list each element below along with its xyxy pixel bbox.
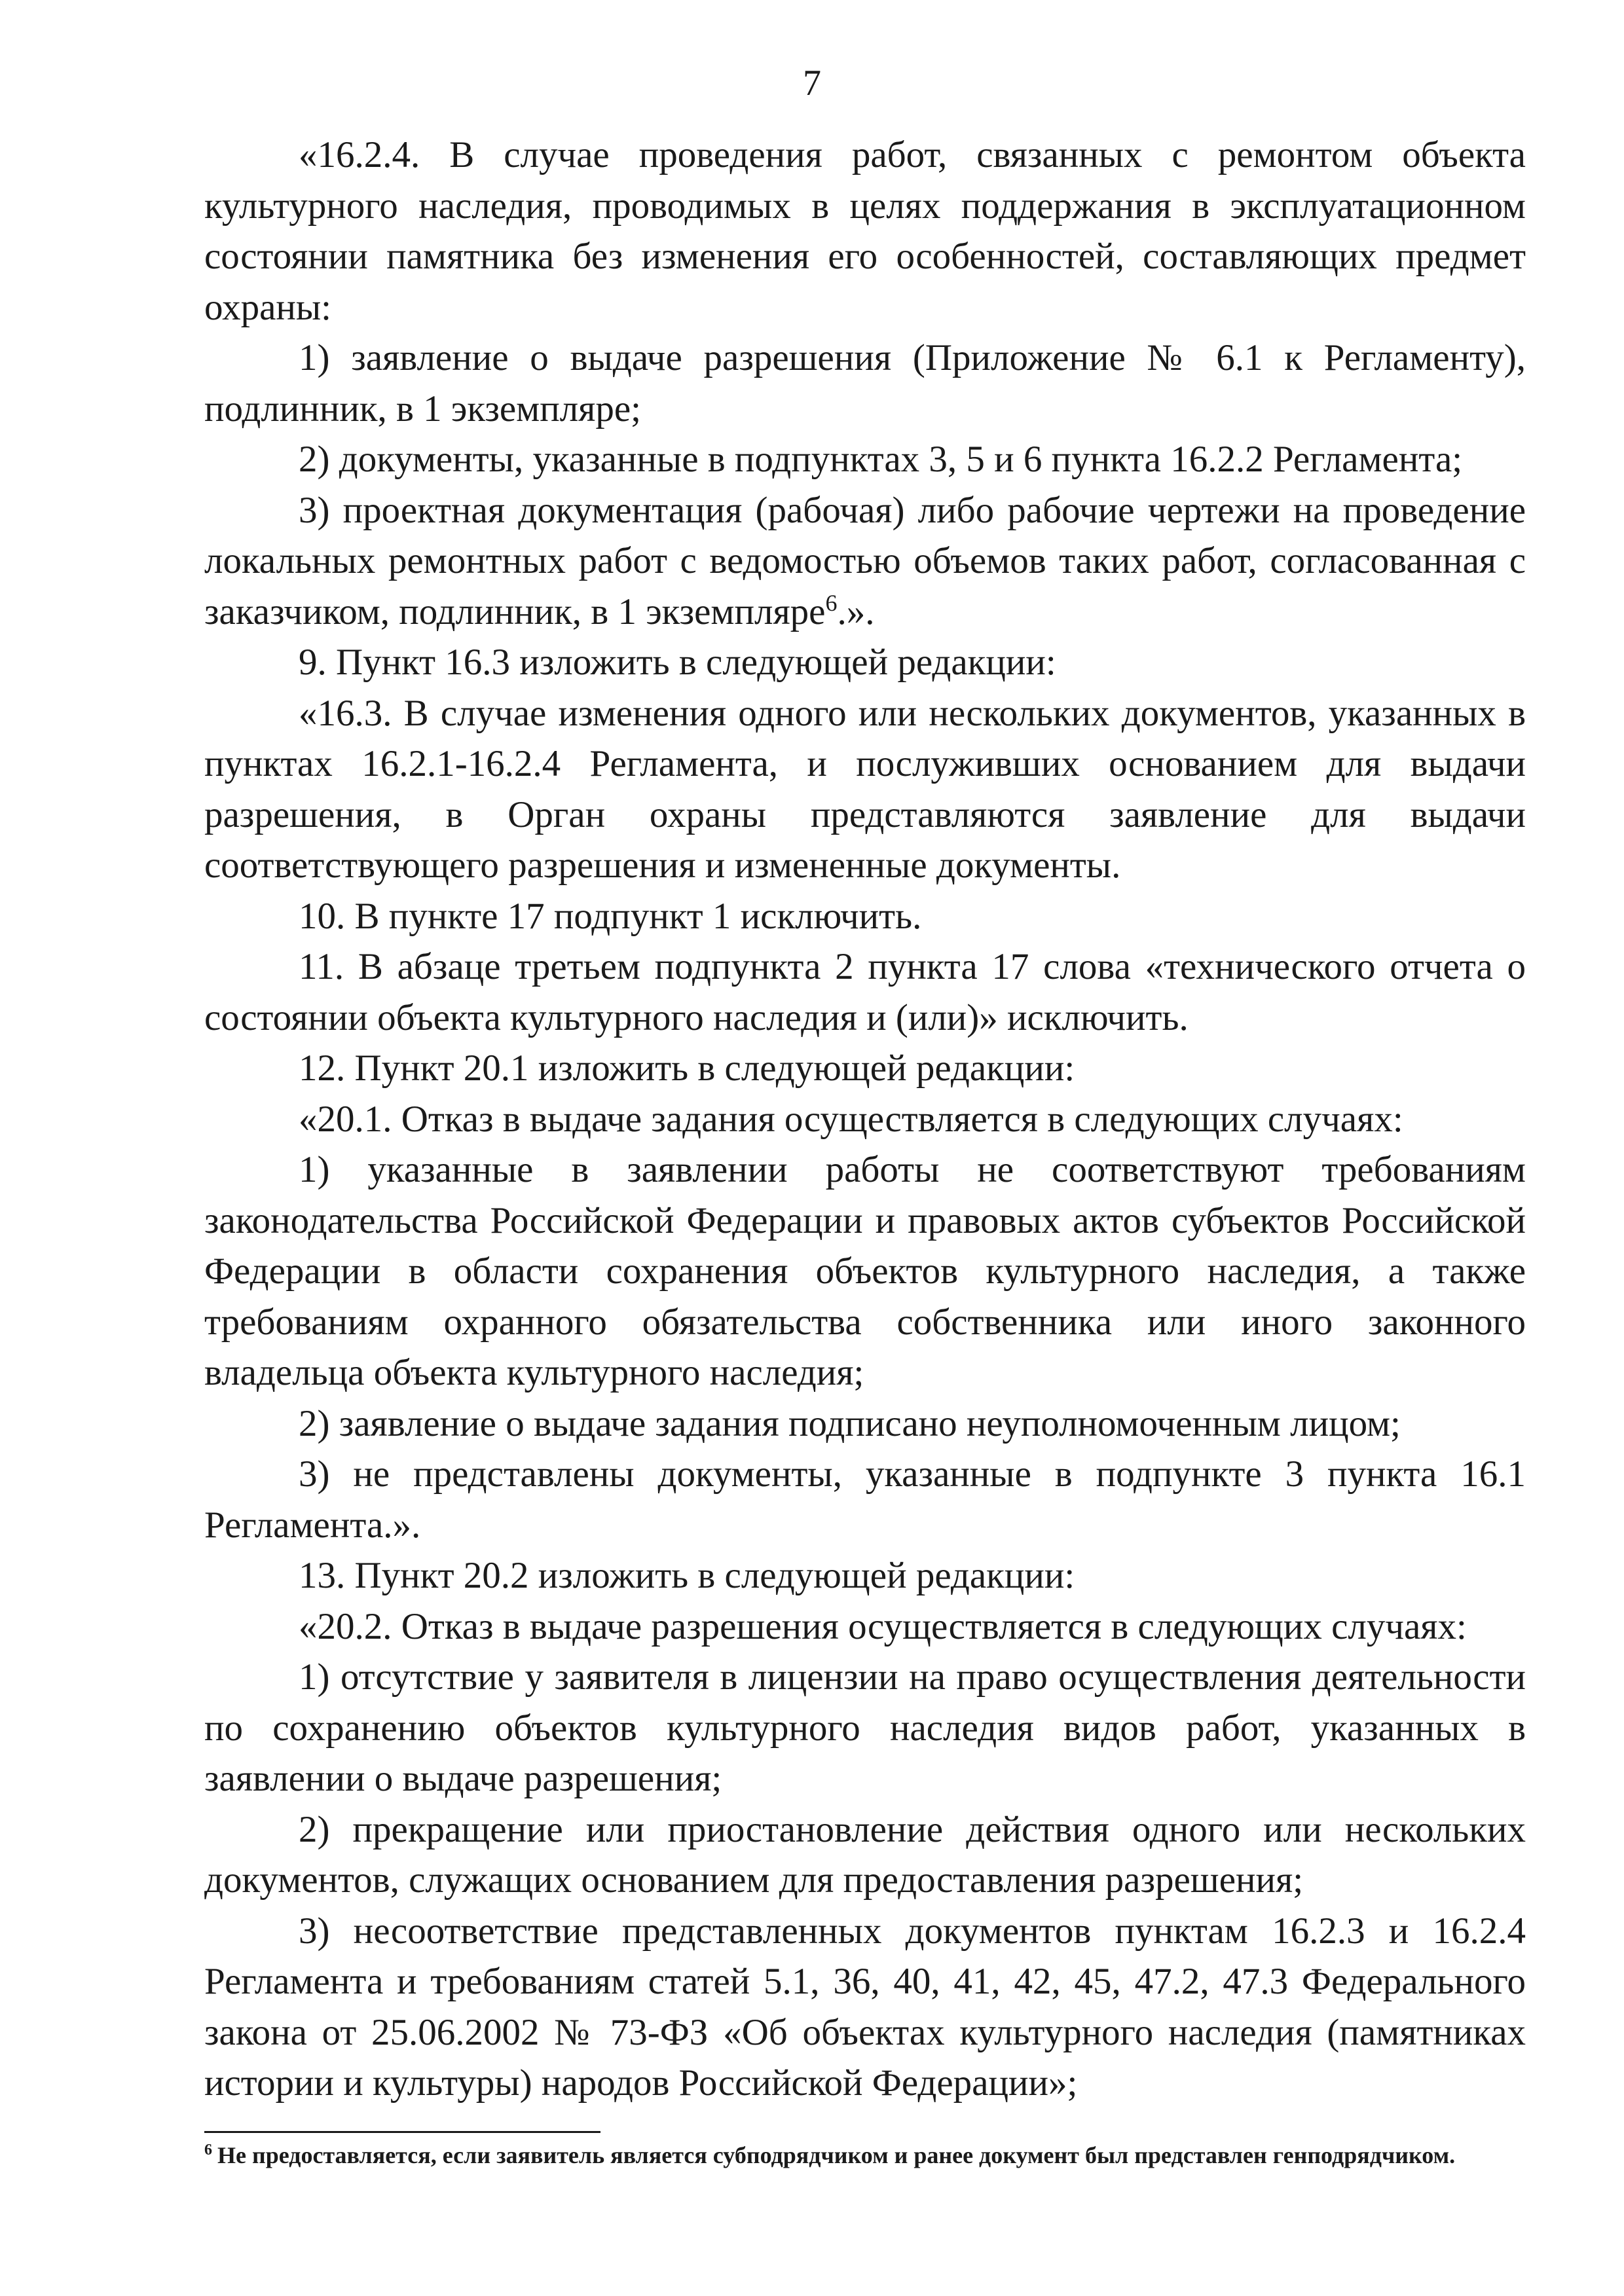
footnote-reference[interactable]: 6 xyxy=(825,589,838,616)
document-body xyxy=(204,130,1526,2109)
paragraph-12: 12. Пункт 20.1 изложить в следующей редакции: xyxy=(299,1048,1075,1089)
paragraph-20-1-item-1: 1) указанные в заявлении работы не соответствуют требованиям законодательства Российской Федерации и правовых актов субъектов Российской Федерации в области сохранения объектов культурного наследия, а также требованиям охранного обязательства собственника или иного законного владельца объекта культурного наследия; xyxy=(204,1149,1526,1393)
paragraph-20-1: «20.1. Отказ в выдаче задания осуществляется в следующих случаях: xyxy=(299,1098,1403,1140)
paragraph-11: 11. В абзаце третьем подпункта 2 пункта 17 слова «технического отчета о состоянии объекта культурного наследия и (или)» исключить. xyxy=(204,946,1526,1038)
paragraph-16-2-4: «16.2.4. В случае проведения работ, связанных с ремонтом объекта культурного наследия, проводимых в целях поддержания в эксплуатационном состоянии памятника без изменения его особенностей, составляющих предмет охраны: xyxy=(204,134,1526,328)
paragraph-16-3: «16.3. В случае изменения одного или нескольких документов, указанных в пунктах 16.2.1-16.2.4 Регламента, и послуживших основанием для выдачи разрешения, в Орган охраны представляются заявление для выдачи соответствующего разрешения и измененные документы. xyxy=(204,692,1526,886)
paragraph-20-2-item-2: 2) прекращение или приостановление действия одного или нескольких документов, служащих основанием для предоставления разрешения; xyxy=(204,1808,1526,1901)
paragraph-item-3-tail: .». xyxy=(837,591,875,632)
paragraph-9: 9. Пункт 16.3 изложить в следующей редакции: xyxy=(299,642,1056,683)
paragraph-20-1-item-3: 3) не представлены документы, указанные в подпункте 3 пункта 16.1 Регламента.». xyxy=(204,1453,1526,1546)
paragraph-13: 13. Пункт 20.2 изложить в следующей редакции: xyxy=(299,1555,1075,1596)
paragraph-item-3 xyxy=(204,485,1526,638)
page-number: 7 xyxy=(803,63,821,103)
paragraph-20-2: «20.2. Отказ в выдаче разрешения осуществляется в следующих случаях: xyxy=(299,1605,1467,1647)
paragraph-item-1: 1) заявление о выдаче разрешения (Приложение № 6.1 к Регламенту), подлинник, в 1 экземпляре; xyxy=(204,337,1526,429)
footnote-divider xyxy=(204,2131,600,2133)
footnote-text: Не предоставляется, если заявитель является субподрядчиком и ранее документ был представлен генподрядчиком. xyxy=(217,2142,1456,2168)
footnote xyxy=(204,2141,1526,2170)
paragraph-20-2-item-3: 3) несоответствие представленных документов пунктам 16.2.3 и 16.2.4 Регламента и требованиям статей 5.1, 36, 40, 41, 42, 45, 47.2, 47.3 Федерального закона от 25.06.2002 № 73-ФЗ «Об объектах культурного наследия (памятниках истории и культуры) народов Российской Федерации»; xyxy=(204,1910,1526,2104)
paragraph-item-3-text: 3) проектная документация (рабочая) либо рабочие чертежи на проведение локальных ремонтных работ с ведомостью объемов таких работ, согласованная с заказчиком, подлинник, в 1 экземпляре xyxy=(204,489,1526,632)
paragraph-10: 10. В пункте 17 подпункт 1 исключить. xyxy=(299,895,922,937)
footnote-mark: 6 xyxy=(204,2141,212,2159)
paragraph-item-2: 2) документы, указанные в подпунктах 3, 5 и 6 пункта 16.2.2 Регламента; xyxy=(299,439,1463,480)
paragraph-20-1-item-2: 2) заявление о выдаче задания подписано неуполномоченным лицом; xyxy=(299,1402,1401,1444)
paragraph-20-2-item-1: 1) отсутствие у заявителя в лицензии на право осуществления деятельности по сохранению объектов культурного наследия видов работ, указанных в заявлении о выдаче разрешения; xyxy=(204,1656,1526,1799)
